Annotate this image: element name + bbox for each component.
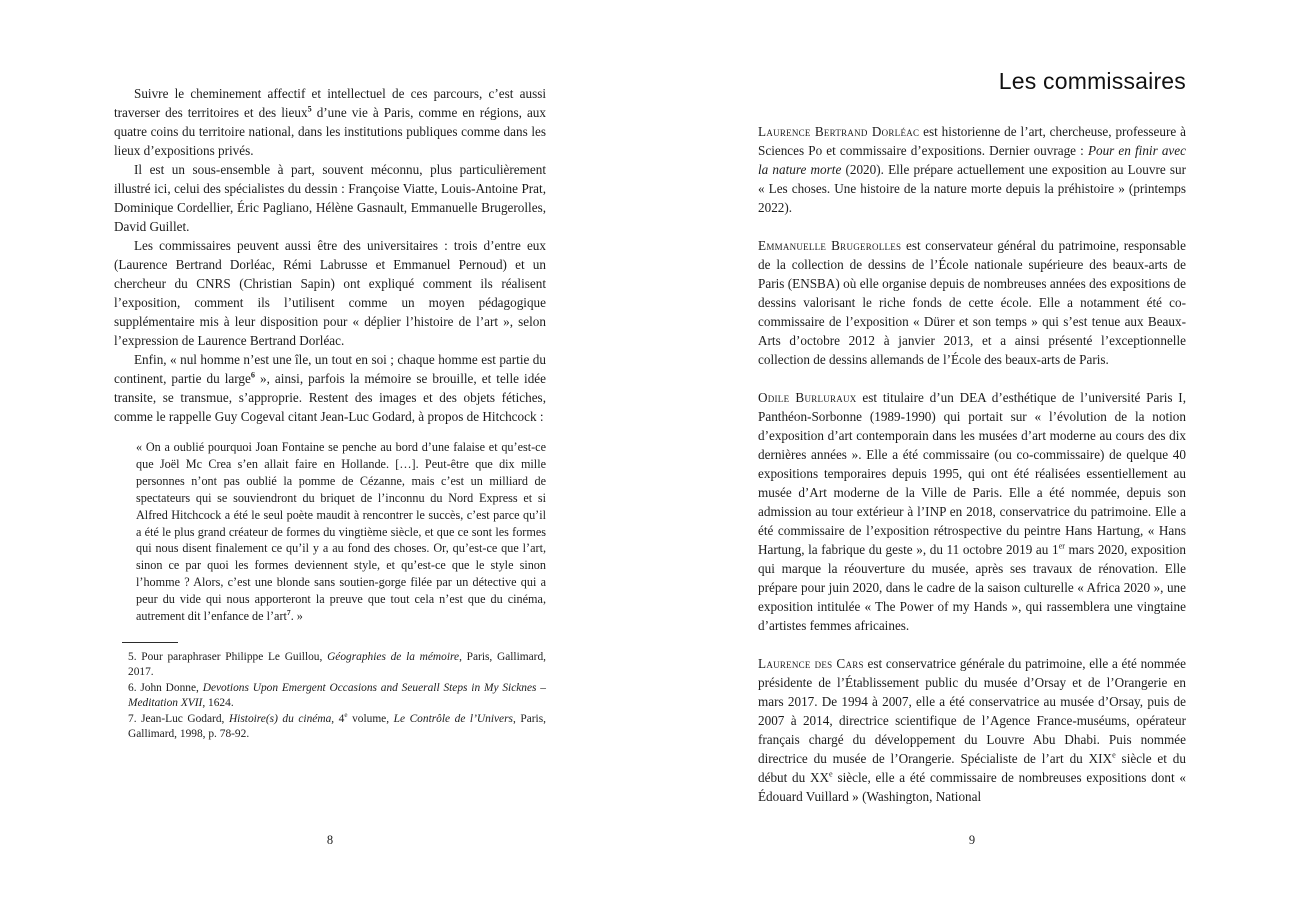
- commissioner-bio: est conservatrice générale du patrimoine, elle a été nommée présidente de l’Établissement public du musée d’Orsay et de l’Orangerie en mars 2017. De 1994 à 2007, elle a été conservatrice au musée d’Orsay, puis de 2007 à 2014, directrice scientifique de l’Agence France-muséums, opérateur français chargé du développement du Louvre Abu Dhabi. Puis nommée directrice du musée de l’Orangerie. Spécialiste de l’art du XIXe siècle et du début du XXe siècle, elle a été commissaire de nombreuses expositions dont « Édouard Vuillard » (Washington, National: [758, 656, 1186, 804]
- commissioner-name: Emmanuelle Brugerolles: [758, 238, 902, 253]
- commissioner-bio: est historienne de l’art, chercheuse, professeure à Sciences Po et commissaire d’expositions. Dernier ouvrage : Pour en finir avec la nature morte (2020). Elle prépare actuellement une exposition au Louvre sur « Les choses. Une histoire de la nature morte depuis la préhistoire » (printemps 2022).: [758, 124, 1186, 215]
- footnote: 5. Pour paraphraser Philippe Le Guillou, Géographies de la mémoire, Paris, Gallimard, 2017.: [128, 650, 546, 679]
- chapter-title: Les commissaires: [998, 68, 1186, 94]
- footnote: 7. Jean-Luc Godard, Histoire(s) du cinéma, 4e volume, Le Contrôle de l’Univers, Paris, Gallimard, 1998, p. 78-92.: [128, 710, 546, 740]
- commissioner-bio: est conservateur général du patrimoine, responsable de la collection de dessins de l’École nationale supérieure des beaux-arts de Paris (ENSBA) où elle organise depuis de nombreuses années des expositions de dessins valorisant le riche fonds de cette école. Elle a notamment été co-commissaire de l’exposition « Dürer et son temps » qui s’est tenue aux Beaux-Arts d’octobre 2012 à janvier 2013, et a ainsi présenté l’exceptionnelle collection de dessins allemands de l’École des beaux-arts de Paris.: [758, 238, 1187, 367]
- commissioner-bio: est titulaire d’un DEA d’esthétique de l’université Paris I, Panthéon-Sorbonne (1989-1990) qui portait sur « l’évolution de la notion d’exposition d’art contemporain dans les musées d’art moderne au cours des dix dernières années ». Elle a été commissaire (ou co-commissaire) de quelque 40 expositions temporaires depuis 1995, qui ont été réalisées essentiellement au musée d’Art moderne de la Ville de Paris. Elle a été nommée, depuis son admission au tour extérieur à l’INP en 2018, conservatrice du patrimoine. Elle a été commissaire de l’exposition rétrospective du peintre Hans Hartung, « Hans Hartung, la fabrique du geste », du 11 octobre 2019 au 1er mars 2020, exposition qui marque la réouverture du musée, après ses travaux de rénovation. Elle prépare pour juin 2020, dans le cadre de la saison culturelle « Africa 2020 », une exposition intitulée « The Power of my Hands », qui rassemblera une vingtaine d’artistes femmes africaines.: [758, 390, 1186, 633]
- paragraph: Les commissaires peuvent aussi être des universitaires : trois d’entre eux (Laurence Bertrand Dorléac, Rémi Labrusse et Emmanuel Pernoud) et un chercheur du CNRS (Christian Sapin) ont expliqué comment ils réalisent l’exposition, comment ils l’utilisent comme un moyen pédagogique supplémentaire mis à leur disposition pour « déplier l’histoire de l’art », selon l’expression de Laurence Bertrand Dorléac.: [114, 238, 546, 348]
- commissioner-entry: [758, 122, 1186, 217]
- paragraph: Enfin, « nul homme n’est une île, un tout en soi ; chaque homme est partie du continent, partie du large$^6$ », ainsi, parfois la mémoire se brouille, et telle idée transite, se transmue, s’approprie. Restent des images et des objets fétiches, comme le rappelle Guy Cogeval citant Jean-Luc Godard, à propos de Hitchcock :: [114, 352, 546, 424]
- commissioner-entry: [758, 654, 1186, 806]
- footnotes-section: [114, 642, 546, 742]
- footnote: 6. John Donne, Devotions Upon Emergent Occasions and Seuerall Steps in My Sicknes – Meditation XVII, 1624.: [128, 681, 546, 710]
- block-quote: « On a oublié pourquoi Joan Fontaine se penche au bord d’une falaise et qu’est-ce que Joël Mc Crea s’en allait faire en Hollande. […]. Peut-être que dix mille personnes n’ont pas oublié la pomme de Cézanne, mais c’est un milliard de spectateurs qui se souviendront du briquet de l’inconnu du Nord Express et si Alfred Hitchcock a été le seul poète maudit à rencontrer le succès, c’est parce qu’il a été le plus grand créateur de formes du vingtième siècle, et que ce sont les formes qui nous disent finalement ce qu’il y a au fond des choses. Or, qu’est-ce que l’art, sinon ce par quoi les formes deviennent style, et qu’est-ce que le style sinon l’homme ? Alors, c’est une blonde sans soutien-gorge filée par un détective qui a peur du vide qui nous apporteront la preuve que tout cela n’est que du cinéma, autrement dit l’enfance de l’art$^7$. »: [136, 440, 546, 624]
- footnote-separator: [122, 642, 178, 643]
- commissioner-entry: [758, 236, 1186, 369]
- paragraph: Suivre le cheminement affectif et intellectuel de ces parcours, c’est aussi traverser des territoires et des lieux$^5$ d’une vie à Paris, comme en régions, aux quatre coins du territoire national, dans les institutions publiques comme dans les lieux d’expositions privés.: [114, 86, 546, 158]
- page-number-right: 9: [968, 833, 976, 847]
- page-number-left: 8: [326, 833, 334, 847]
- right-page: [758, 68, 1186, 806]
- commissioner-entry: [758, 388, 1186, 635]
- commissioner-name: Odile Burluraux: [758, 390, 857, 405]
- paragraph: Il est un sous-ensemble à part, souvent méconnu, plus particulièrement illustré ici, celui des spécialistes du dessin : Françoise Viatte, Louis-Antoine Prat, Dominique Cordellier, Éric Pagliano, Hélène Gasnault, Emmanuelle Brugerolles, David Guillet.: [114, 162, 546, 234]
- commissioner-name: Laurence des Cars: [758, 656, 864, 671]
- left-page: [114, 84, 546, 742]
- commissioner-name: Laurence Bertrand Dorléac: [758, 124, 920, 139]
